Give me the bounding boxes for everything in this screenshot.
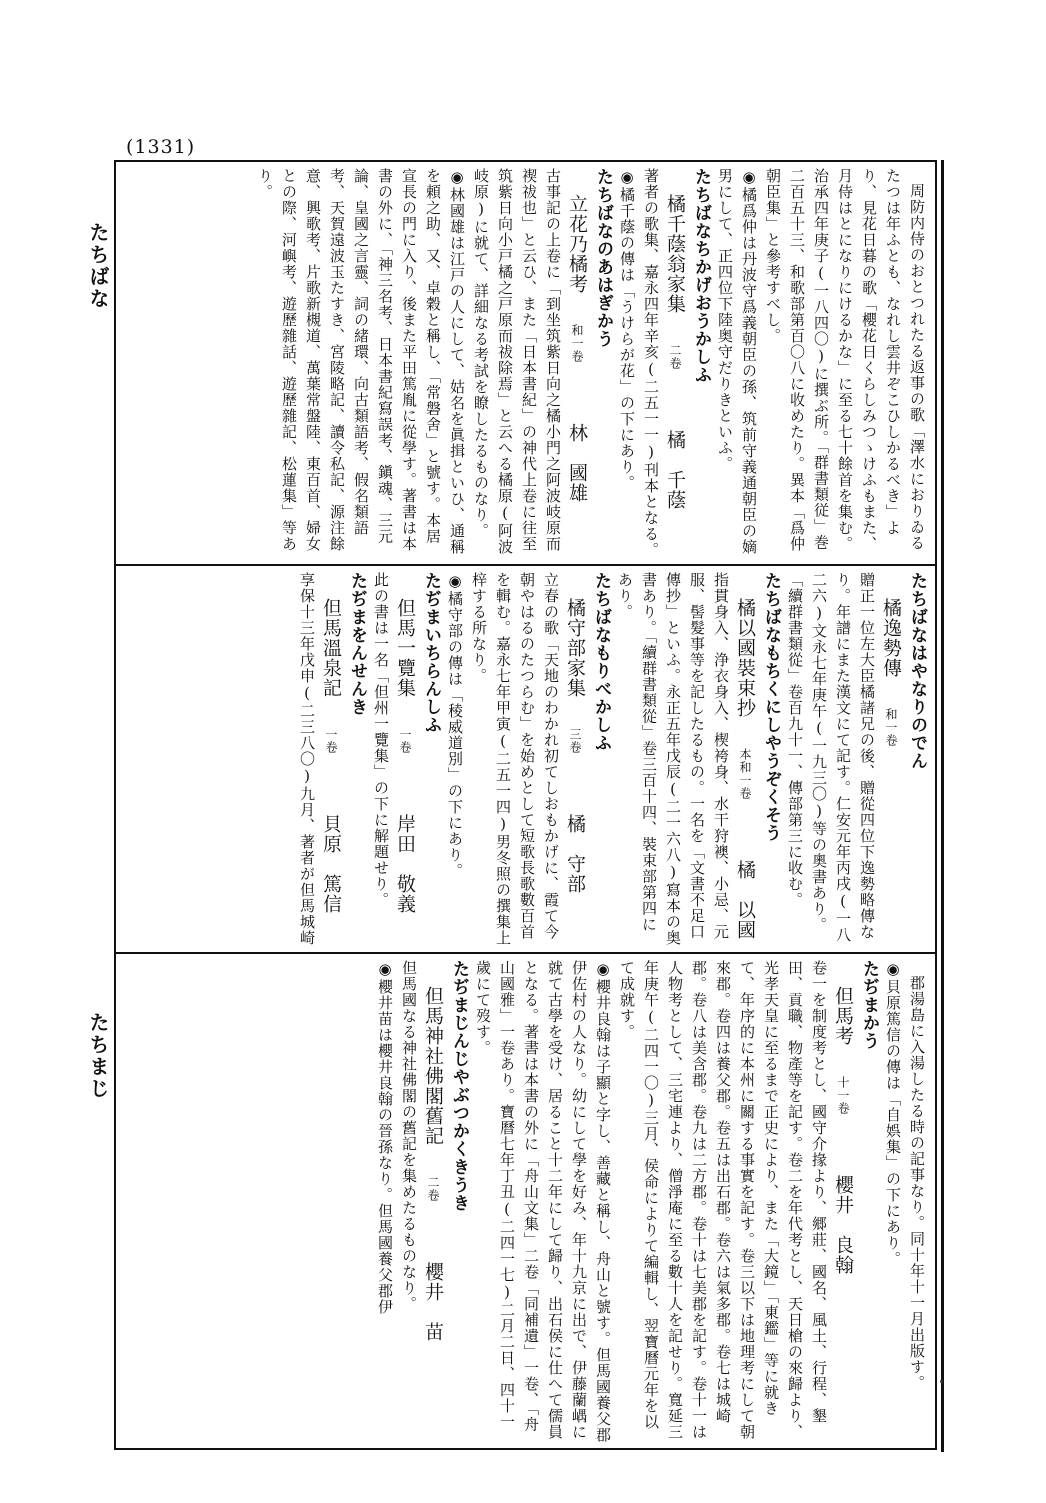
panel-middle-text bbox=[295, 572, 929, 946]
entry-heading: たぢまかう bbox=[859, 960, 879, 1050]
entry-volumes: 和一卷 bbox=[570, 324, 584, 363]
entry-author: 櫻井 良翰 bbox=[832, 1175, 854, 1275]
entry-title: 橘千蔭翁家集 bbox=[664, 194, 686, 314]
entry-heading: たちばなのあはぎかう bbox=[593, 168, 613, 348]
entry-title-line bbox=[563, 572, 587, 946]
paragraph: 周防内侍のおとつれたる返事の歌「澤水におりゐるたつは年ふとも、なれし雲井ぞこひしかるべき」より、見花日暮の歌「櫻花日くらしみつゝけふもまた、月侍はとになりにけるかな」に至る七十餘首を集む。治承四年庚子(一八四〇)に撰ぶ所。「群書類従」巻二百五十三、和歌部第百〇八に收めたり。異本「爲仲朝臣集」と參考すべし。 bbox=[764, 168, 926, 552]
entry-volumes: 十一卷 bbox=[836, 1076, 850, 1115]
entry-title: 橘守部家集 bbox=[564, 598, 586, 698]
entry-author: 橘 守部 bbox=[564, 814, 586, 894]
side-label-lower: たちまじ bbox=[86, 1012, 110, 1100]
entry-volumes: 一卷 bbox=[324, 728, 338, 754]
panel-upper bbox=[122, 168, 929, 560]
entry-title-line bbox=[831, 960, 855, 1444]
paragraph: ◉櫻井良翰は子顯と字し、善藏と稱し、舟山と號す。但馬國養父郡伊佐村の人なり。幼にして學を好み、年十九京に出で、伊藤蘭嵎に就て古學を受け、居ること十二年にして歸り、出石侯に仕へて儒員となる。著書は本書の外に「舟山文集」二卷「同補遺」一卷、「舟山國雅」一卷あり。寶曆七年丁丑(二四一七)二月二日、四十一歲にて歿す。 bbox=[474, 960, 612, 1443]
entry-title-line bbox=[879, 572, 903, 946]
entry-author: 櫻井 苗 bbox=[422, 1262, 444, 1342]
entry-title: 橘逸勢傳 bbox=[880, 598, 902, 678]
paragraph: 贈正一位左大臣橘諸兄の後、贈從四位下逸勢略傳なり。年譜にまた漢文にて記す。仁安元年丙戌(一八二六)文永七年庚午(一九三〇)等の奧書あり。「續群書類從」卷百九十一、傳部第三に收む。 bbox=[786, 572, 876, 943]
entry-author: 橘 以國 bbox=[734, 860, 756, 940]
entry-heading: たちばなちかげおうかしふ bbox=[691, 168, 711, 384]
paragraph: 指貫身入、浄衣身入、楔袴身、水干狩襖、小忌、元服、髻髮事等を記したるもの。一名を「文書不足口傳抄」といふ。永正五年戊辰(二一六八)寫本の奥書あり。「續群書類從」卷三百十四、裝束部第四にあり。 bbox=[616, 572, 730, 946]
paragraph: 此の書は一名「但州一覽集」の下に解題せり。 bbox=[372, 572, 390, 908]
panel-middle bbox=[122, 572, 929, 946]
entry-title: 但馬一覽集 bbox=[394, 598, 416, 698]
paragraph: 著者の歌集、嘉永四年辛亥(二五一一)刊本となる。 bbox=[642, 168, 660, 558]
entry-title: 立花乃橘考 bbox=[566, 194, 588, 294]
paragraph: ◉橘爲仲は丹波守爲義朝臣の孫、筑前守義通朝臣の嫡男にして、正四位下陸奥守だりきといふ。 bbox=[716, 168, 758, 555]
entry-heading: たぢまじんじやぶつかくきうき bbox=[449, 960, 469, 1212]
paragraph: ◉林國雄は江戸の人にして、姑名を眞揖といひ、通稱を頼之助、又、卓穀と稱し、「常磐舍」と號す。本居宣長の門に入り、後また平田篤胤に從學す。著書は本書の外に、「神三名考、日本書紀寫誤考、鎭魂、三元論、皇國之言靈、詞の緒環、向古類語考、假名類語考、天賀遠波玉たすき、宮陵略記、讀令私記、源注餘意、興歌考、片歌新槻道、萬葉常盤陸、東百首、婦女との際、河嶼考、遊歷雜話、遊歷雜記、松蓮集」等あり。 bbox=[256, 168, 466, 555]
entry-heading: たちばなもりべかしふ bbox=[591, 572, 611, 752]
entry-title-line bbox=[565, 168, 589, 560]
paragraph: 郡湯島に入湯したる時の記事なり。同十年十一月出版す。 bbox=[908, 975, 926, 1391]
entry-title-line bbox=[663, 168, 687, 560]
entry-title: 但馬溫泉記 bbox=[320, 598, 342, 698]
entry-volumes: 和一卷 bbox=[884, 708, 898, 747]
paragraph: ◉櫻井苗は櫻井良翰の晉孫なり。但馬國養父郡伊 bbox=[376, 960, 394, 1315]
entry-title-line bbox=[393, 572, 417, 946]
paragraph: 但馬國なる神社佛閣の舊記を集めたるものなり。 bbox=[400, 960, 418, 1312]
panel-lower-text bbox=[373, 960, 929, 1444]
entry-heading: たぢまをんせんき bbox=[347, 572, 367, 716]
entry-heading: たちばなはやなりのでん bbox=[907, 572, 927, 770]
paragraph: 享保十三年戊申(二三八〇)九月、著者が但馬城崎 bbox=[298, 572, 316, 946]
entry-title-line bbox=[733, 572, 757, 946]
entry-title: 橘以國裝束抄 bbox=[734, 598, 756, 718]
entry-volumes: 一卷 bbox=[398, 728, 412, 754]
entry-heading: たちばなもちくにしやうぞくそう bbox=[761, 572, 781, 842]
entry-title: 但馬考 bbox=[832, 986, 854, 1046]
paragraph: 古事記の上卷に「到坐筑紫日向之橘小門之阿波岐原而禊祓也」と云ひ、また「日本書紀」の神代上卷に往至筑紫日向小戸橘之戸原而祓除焉」と云へる橘原(阿波岐原)に就て、詳細なる考試を瞭したるものなり。 bbox=[472, 168, 562, 555]
entry-volumes: 二卷 bbox=[668, 344, 682, 370]
entry-author: 林 國雄 bbox=[566, 423, 588, 503]
panel-upper-text bbox=[253, 168, 929, 560]
entry-title: 但馬神社佛閣舊記 bbox=[422, 986, 444, 1146]
paragraph: ◉橘守部の傳は「稜威道別」の下にあり。 bbox=[446, 572, 464, 879]
paragraph: 卷一を制度考とし、國守介掾より、郷莊、國名、風土、行程、墾田、貢職、物產等を記す。卷二を年代考とし、天日槍の來歸より、光孝天皇に至るまで正史により、また「大鏡」「東鑑」等に就きて、年序的に本州に關する事實を記す。卷三以下は地理考にして朝來郡。卷四は養父郡。卷五は出石郡。卷六は氣多郡。卷七は城崎郡。卷八は美含郡。卷九は二方郡。卷十は七美郡を記す。卷十一は人物考として、三宅連より、僧淨庵に至る數十人を記せり。寬延三年庚午(二四一〇)三月、侯命によりて編輯し、翌寶曆元年を以て成就す。 bbox=[618, 960, 828, 1440]
paragraph: ◉橘千蔭の傳は「うけらが花」の下にあり。 bbox=[618, 168, 636, 491]
entry-volumes: 二卷 bbox=[426, 1176, 440, 1202]
entry-title-line bbox=[319, 572, 343, 946]
panel-lower bbox=[122, 960, 929, 1444]
divider-upper bbox=[116, 564, 935, 566]
divider-lower bbox=[116, 952, 935, 954]
paragraph: ◉貝原篤信の傳は「自娯集」の下にあり。 bbox=[884, 960, 902, 1267]
side-label-upper: たちばな bbox=[86, 222, 110, 310]
paragraph: 立春の歌「天地のわかれ初てしおもかげに、霞て今朝やはるのたつらむ」を始めとして短歌長歌數百首を輯む。嘉永七年甲寅(二五一四)男冬照の撰集上梓する所なり。 bbox=[470, 572, 560, 946]
entry-author: 岸田 敬義 bbox=[394, 814, 416, 914]
scan-speck bbox=[940, 1380, 943, 1383]
entry-author: 貝原 篤信 bbox=[320, 814, 342, 914]
page-frame bbox=[114, 160, 937, 1450]
entry-volumes: 三卷 bbox=[568, 728, 582, 754]
page-number: (1331) bbox=[126, 136, 196, 158]
entry-volumes: 本和一卷 bbox=[738, 748, 752, 800]
entry-author: 橘 千蔭 bbox=[664, 430, 686, 510]
entry-heading: たぢまいちらんしふ bbox=[421, 572, 441, 734]
entry-title-line bbox=[421, 960, 445, 1444]
